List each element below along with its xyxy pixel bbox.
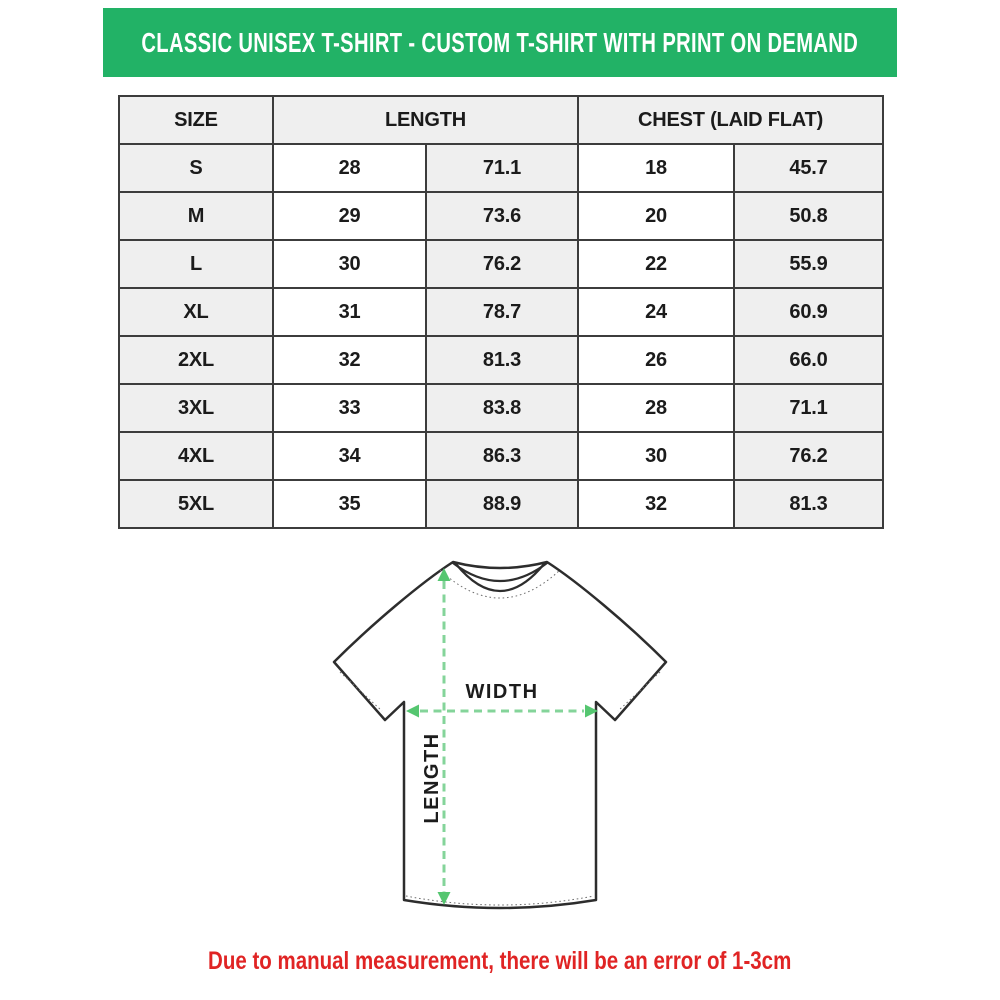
chest-cm-cell: 60.9 (734, 288, 883, 336)
size-cell: 5XL (119, 480, 273, 528)
length-in-cell: 32 (273, 336, 426, 384)
size-row (119, 240, 883, 288)
size-cell: XL (119, 288, 273, 336)
length-cm-cell: 76.2 (426, 240, 578, 288)
chest-in-cell: 18 (578, 144, 734, 192)
chest-cm-cell: 81.3 (734, 480, 883, 528)
size-cell: L (119, 240, 273, 288)
size-chart-table (118, 95, 884, 529)
chest-in-cell: 30 (578, 432, 734, 480)
col-header-size: SIZE (119, 96, 273, 144)
size-row (119, 192, 883, 240)
length-cm-cell: 83.8 (426, 384, 578, 432)
length-label: LENGTH (421, 732, 443, 824)
size-cell: M (119, 192, 273, 240)
size-row (119, 432, 883, 480)
length-cm-cell: 73.6 (426, 192, 578, 240)
length-in-cell: 30 (273, 240, 426, 288)
size-row (119, 288, 883, 336)
size-cell: 3XL (119, 384, 273, 432)
chest-cm-cell: 45.7 (734, 144, 883, 192)
length-cm-cell: 81.3 (426, 336, 578, 384)
size-cell: 2XL (119, 336, 273, 384)
length-in-cell: 34 (273, 432, 426, 480)
length-cm-cell: 78.7 (426, 288, 578, 336)
chest-cm-cell: 50.8 (734, 192, 883, 240)
length-cm-cell: 88.9 (426, 480, 578, 528)
title-banner (103, 8, 897, 77)
length-in-cell: 28 (273, 144, 426, 192)
chest-in-cell: 22 (578, 240, 734, 288)
chest-in-cell: 20 (578, 192, 734, 240)
disclaimer (0, 941, 1000, 981)
size-row (119, 384, 883, 432)
tshirt-diagram (322, 548, 678, 932)
chest-cm-cell: 71.1 (734, 384, 883, 432)
header-row (119, 96, 883, 144)
chest-in-cell: 28 (578, 384, 734, 432)
chest-in-cell: 26 (578, 336, 734, 384)
col-header-length: LENGTH (273, 96, 578, 144)
page-title: CLASSIC UNISEX T-SHIRT - CUSTOM T-SHIRT WITH PRINT ON DEMAND (141, 26, 859, 58)
size-cell: 4XL (119, 432, 273, 480)
chest-in-cell: 32 (578, 480, 734, 528)
size-row (119, 336, 883, 384)
length-in-cell: 33 (273, 384, 426, 432)
chest-cm-cell: 76.2 (734, 432, 883, 480)
size-cell: S (119, 144, 273, 192)
length-in-cell: 29 (273, 192, 426, 240)
chest-in-cell: 24 (578, 288, 734, 336)
chest-cm-cell: 66.0 (734, 336, 883, 384)
length-in-cell: 31 (273, 288, 426, 336)
width-label: WIDTH (465, 681, 539, 703)
tshirt-outline-icon (334, 562, 666, 908)
disclaimer-text: Due to manual measurement, there will be an error of 1-3cm (208, 946, 792, 975)
size-row (119, 480, 883, 528)
chest-cm-cell: 55.9 (734, 240, 883, 288)
length-cm-cell: 86.3 (426, 432, 578, 480)
col-header-chest: CHEST (LAID FLAT) (578, 96, 883, 144)
length-in-cell: 35 (273, 480, 426, 528)
length-cm-cell: 71.1 (426, 144, 578, 192)
size-row (119, 144, 883, 192)
